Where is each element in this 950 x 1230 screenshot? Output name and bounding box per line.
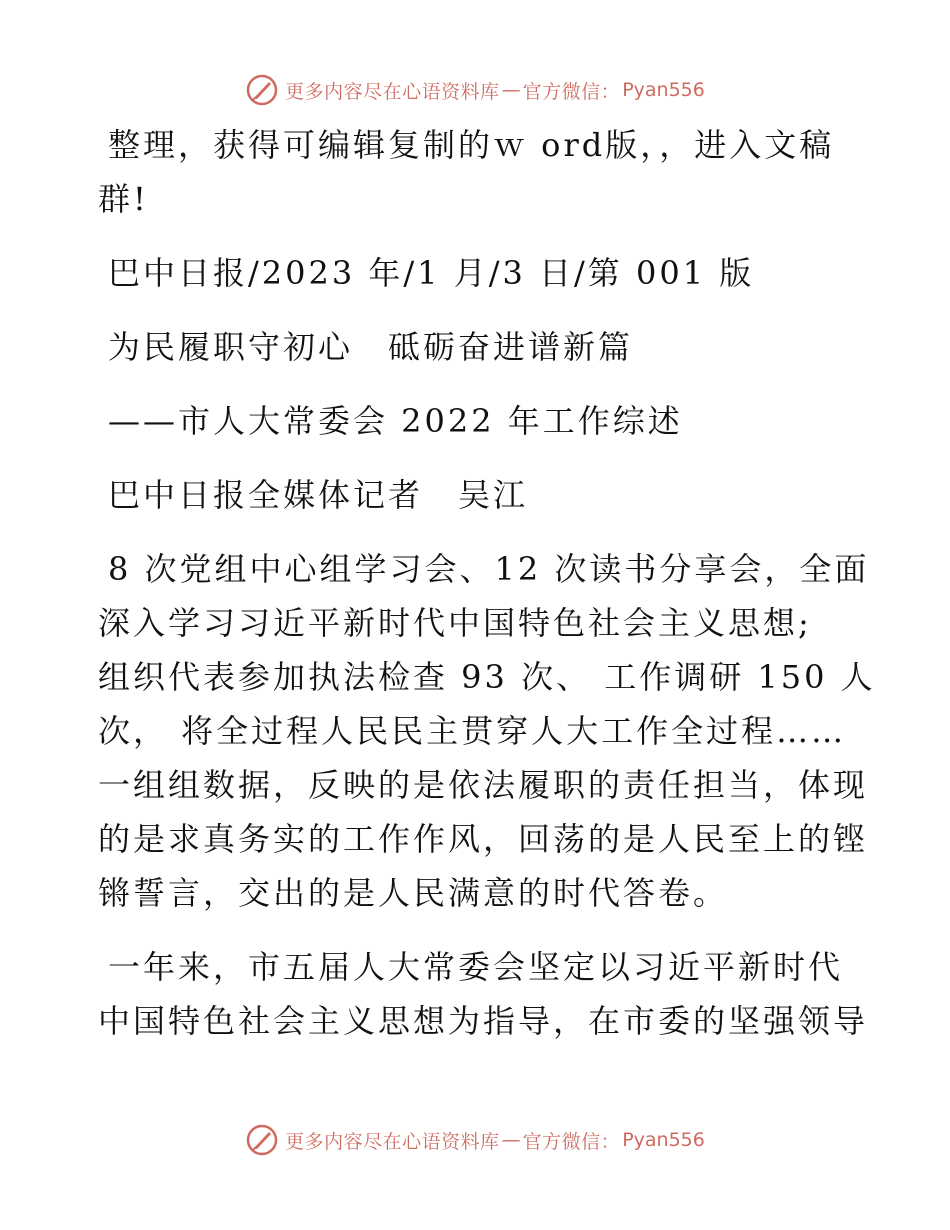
publication-info: 巴中日报/2023 年/1 月/3 日/第 001 版 — [108, 254, 755, 292]
paragraph-line: 深入学习习近平新时代中国特色社会主义思想; — [98, 604, 812, 642]
intro-line: 群! — [98, 180, 149, 218]
paragraph-line: 一年来，市五届人大常委会坚定以习近平新时代 — [108, 948, 844, 986]
feather-pen-logo-icon — [245, 1123, 279, 1157]
watermark-official: 官方微信： — [522, 1130, 621, 1153]
article-headline: 为民履职守初心 砥砺奋进谱新篇 — [108, 328, 634, 366]
feather-pen-logo-icon — [245, 73, 279, 107]
watermark-site: 更多内容尽在心语资料库 — [285, 1130, 500, 1153]
intro-line: 整理，获得可编辑复制的ｗ ord版，，进入文稿 — [108, 126, 835, 164]
article-subheadline: ——市人大常委会 2022 年工作综述 — [108, 402, 683, 440]
watermark-official: 官方微信： — [522, 80, 621, 103]
paragraph-line: 一组组数据，反映的是依法履职的责任担当，体现 — [98, 766, 869, 804]
watermark-site: 更多内容尽在心语资料库 — [285, 80, 500, 103]
watermark-account: Pyan556 — [622, 79, 705, 101]
watermark-separator: — — [501, 79, 521, 101]
paragraph-line: 次， 将全过程人民民主贯穿人大工作全过程…… — [98, 712, 847, 750]
watermark-separator: — — [501, 1129, 521, 1151]
paragraph-line: 中国特色社会主义思想为指导，在市委的坚强领导 — [98, 1002, 869, 1040]
article-byline: 巴中日报全媒体记者 吴江 — [108, 476, 529, 514]
document-body — [98, 118, 876, 1048]
paragraph-line: 锵誓言，交出的是人民满意的时代答卷。 — [98, 874, 729, 912]
paragraph-line: 的是求真务实的工作作风，回荡的是人民至上的铿 — [98, 820, 869, 858]
paragraph-line: 8 次党组中心组学习会、12 次读书分享会，全面 — [108, 550, 870, 588]
watermark-account: Pyan556 — [622, 1129, 705, 1151]
footer-watermark — [0, 1120, 950, 1160]
paragraph-2 — [98, 940, 869, 1048]
paragraph-line: 组织代表参加执法检查 93 次、 工作调研 150 人 — [98, 658, 876, 696]
header-watermark — [0, 70, 950, 110]
paragraph-1 — [98, 542, 876, 920]
